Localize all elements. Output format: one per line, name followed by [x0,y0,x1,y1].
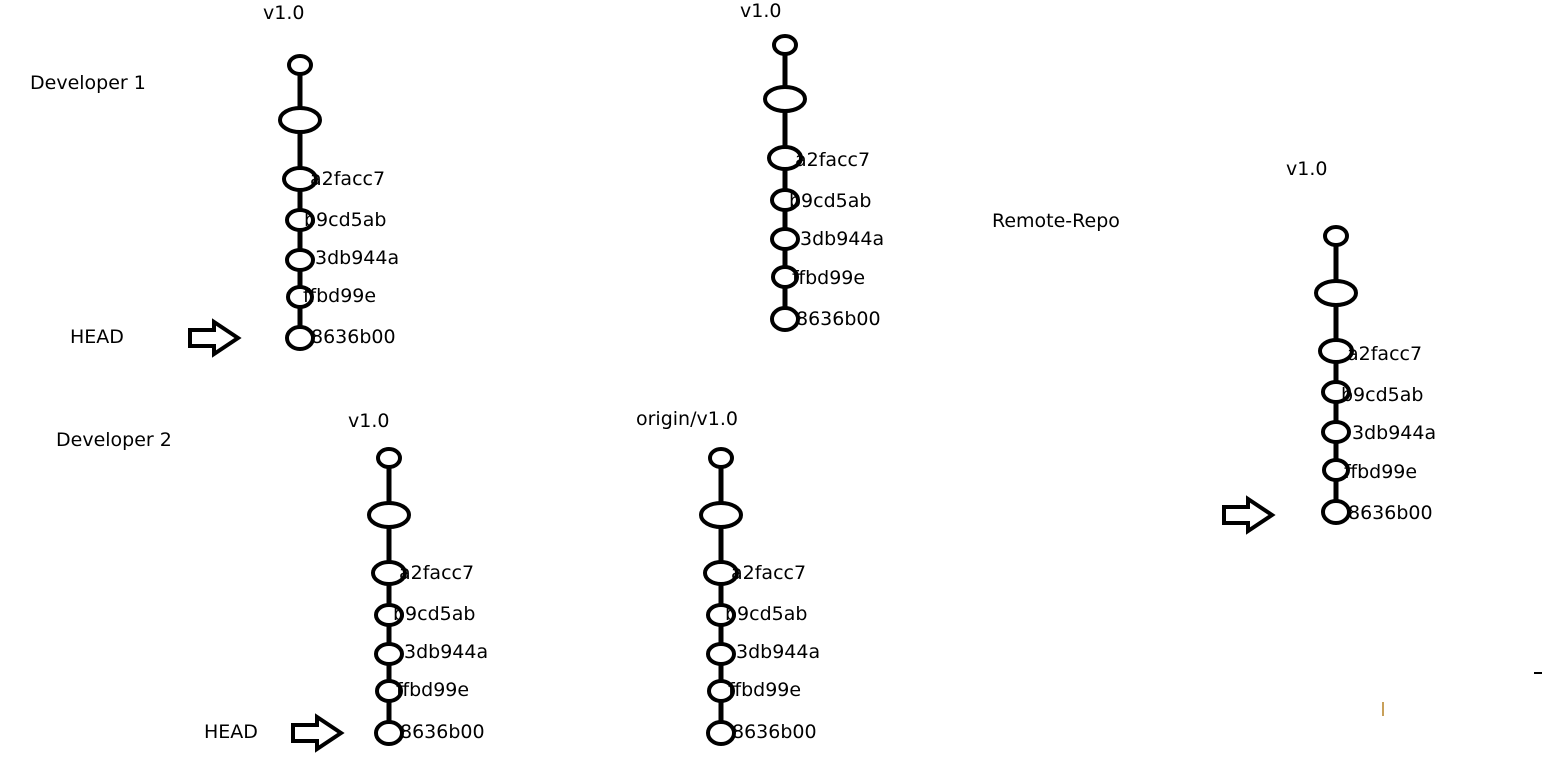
commit-node [765,87,805,111]
branch-label-dev2-local: v1.0 [348,410,390,432]
commit-node [1323,501,1349,523]
commit-node [772,308,798,330]
role-label-developer-1: Developer 1 [30,72,146,94]
commit-hash-label: ffbd99e [396,679,470,701]
commit-hash-label: a2facc7 [795,149,871,171]
commit-node [772,229,798,249]
commit-hash-label: 3db944a [1352,422,1437,444]
branch-label-dev1-local: v1.0 [263,2,305,24]
branch-label-dev2-origin: origin/v1.0 [636,408,738,430]
commit-node [287,250,313,270]
commit-node [287,327,313,349]
commit-node [376,722,402,744]
commit-hash-label: b9cd5ab [304,209,387,231]
commit-node [1316,281,1356,305]
head-arrow-dev2 [291,715,347,751]
commit-hash-label: b9cd5ab [393,603,476,625]
commit-hash-label: 8636b00 [400,721,485,743]
commit-hash-label: ffbd99e [1344,461,1418,483]
commit-node [369,503,409,527]
commit-hash-label: a2facc7 [399,562,475,584]
commit-hash-label: a2facc7 [310,168,386,190]
commit-hash-label: b9cd5ab [725,603,808,625]
role-label-remote-repo: Remote-Repo [992,210,1120,232]
role-label-developer-2: Developer 2 [56,429,172,451]
commit-hash-label: 3db944a [315,247,400,269]
commit-node [710,449,732,467]
commit-graph-dev1-local [280,40,320,370]
branch-label-remote: v1.0 [1286,158,1328,180]
commit-hash-label: 3db944a [800,228,885,250]
commit-node [701,503,741,527]
commit-hash-label: 8636b00 [311,326,396,348]
commit-node [774,36,796,54]
commit-node [376,644,402,664]
head-label-dev2: HEAD [204,721,258,743]
commit-hash-label: ffbd99e [303,285,377,307]
commit-hash-label: b9cd5ab [1341,384,1424,406]
commit-hash-label: 3db944a [736,641,821,663]
commit-hash-label: 8636b00 [796,308,881,330]
commit-hash-label: ffbd99e [792,267,866,289]
small-tick-mark [1382,702,1384,716]
head-arrow-dev1 [188,320,244,356]
commit-node [1323,422,1349,442]
head-arrow-remote [1222,497,1278,533]
commit-hash-label: 8636b00 [1348,502,1433,524]
head-label-dev1: HEAD [70,326,124,348]
commit-node [1325,227,1347,245]
commit-hash-label: 8636b00 [732,721,817,743]
branch-label-dev1-tracking: v1.0 [740,0,782,22]
commit-node [708,722,734,744]
commit-node [708,644,734,664]
commit-hash-label: b9cd5ab [789,190,872,212]
commit-node [280,108,320,132]
commit-hash-label: 3db944a [404,641,489,663]
commit-node [378,449,400,467]
commit-hash-label: ffbd99e [728,679,802,701]
commit-hash-label: a2facc7 [731,562,807,584]
commit-node [289,56,311,74]
commit-hash-label: a2facc7 [1347,343,1423,365]
right-edge-dash-mark [1534,672,1542,674]
